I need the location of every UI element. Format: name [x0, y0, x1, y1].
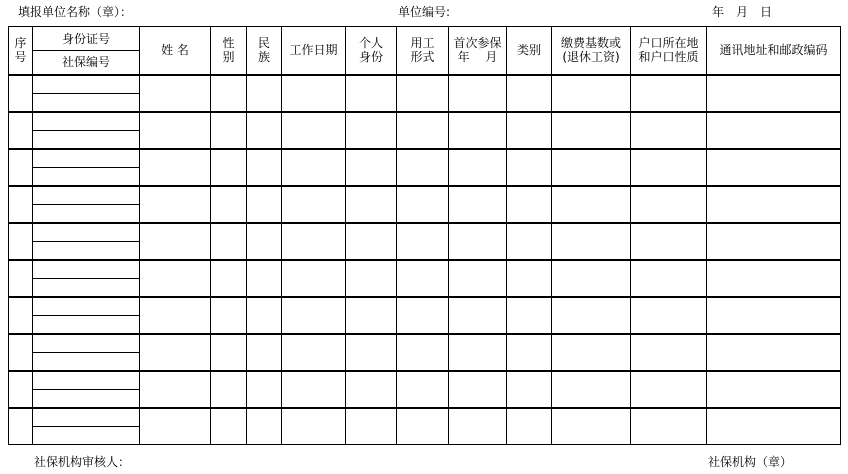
cell-name[interactable] — [140, 112, 211, 149]
cell-id-card[interactable] — [33, 75, 140, 94]
cell-category[interactable] — [507, 371, 552, 408]
cell-category[interactable] — [507, 408, 552, 445]
header-ss-no: 社保编号 — [33, 51, 140, 75]
cell-identity[interactable] — [346, 260, 397, 297]
cell-ss-no[interactable] — [33, 93, 140, 112]
cell-first-insured[interactable] — [449, 334, 507, 371]
unit-number-label: 单位编号: — [398, 5, 451, 19]
cell-household[interactable] — [631, 112, 707, 149]
date-label: 年 月 日 — [712, 5, 773, 19]
cell-address[interactable] — [707, 408, 841, 445]
unit-name-label: 填报单位名称（章）： — [18, 5, 133, 19]
cell-household[interactable] — [631, 260, 707, 297]
cell-ss-no[interactable] — [33, 204, 140, 223]
cell-ss-no[interactable] — [33, 352, 140, 371]
cell-identity[interactable] — [346, 149, 397, 186]
cell-gender[interactable] — [211, 371, 247, 408]
cell-address[interactable] — [707, 112, 841, 149]
cell-gender[interactable] — [211, 112, 247, 149]
table-row — [9, 75, 841, 94]
header-first-insured-line2: 年 月 — [457, 50, 498, 65]
cell-category[interactable] — [507, 75, 552, 112]
cell-id-card[interactable] — [33, 334, 140, 353]
cell-ethnicity[interactable] — [247, 112, 282, 149]
cell-name[interactable] — [140, 297, 211, 334]
header-first-insured — [449, 27, 507, 75]
cell-seq[interactable] — [9, 260, 33, 297]
cell-name[interactable] — [140, 408, 211, 445]
cell-work-date[interactable] — [282, 297, 346, 334]
header-base-line1: 缴费基数或 — [560, 36, 621, 51]
cell-name[interactable] — [140, 186, 211, 223]
cell-ss-no[interactable] — [33, 130, 140, 149]
cell-identity[interactable] — [346, 334, 397, 371]
table-row — [9, 408, 841, 427]
header-gender-line1: 性 — [222, 36, 235, 51]
cell-identity[interactable] — [346, 408, 397, 445]
cell-id-card[interactable] — [33, 112, 140, 131]
cell-first-insured[interactable] — [449, 223, 507, 260]
cell-identity[interactable] — [346, 223, 397, 260]
header-address: 通讯地址和邮政编码 — [707, 27, 841, 75]
cell-first-insured[interactable] — [449, 112, 507, 149]
header-work-date: 工作日期 — [282, 27, 346, 75]
cell-seq[interactable] — [9, 149, 33, 186]
cell-seq[interactable] — [9, 223, 33, 260]
cell-name[interactable] — [140, 223, 211, 260]
cell-name[interactable] — [140, 149, 211, 186]
cell-household[interactable] — [631, 186, 707, 223]
cell-work-date[interactable] — [282, 112, 346, 149]
table-row — [9, 334, 841, 353]
cell-first-insured[interactable] — [449, 408, 507, 445]
cell-first-insured[interactable] — [449, 297, 507, 334]
cell-identity[interactable] — [346, 186, 397, 223]
cell-category[interactable] — [507, 112, 552, 149]
cell-base[interactable] — [552, 112, 631, 149]
cell-gender[interactable] — [211, 149, 247, 186]
cell-household[interactable] — [631, 334, 707, 371]
cell-ethnicity[interactable] — [247, 223, 282, 260]
cell-ss-no[interactable] — [33, 278, 140, 297]
agency-stamp-label: 社保机构（章） — [708, 455, 793, 469]
cell-address[interactable] — [707, 149, 841, 186]
cell-gender[interactable] — [211, 75, 247, 112]
cell-household[interactable] — [631, 149, 707, 186]
cell-work-date[interactable] — [282, 260, 346, 297]
cell-ethnicity[interactable] — [247, 371, 282, 408]
header-household-line1: 户口所在地 — [638, 36, 699, 51]
cell-base[interactable] — [552, 297, 631, 334]
table-row — [9, 223, 841, 242]
header-employment-line1: 用工 — [410, 36, 435, 51]
cell-ethnicity[interactable] — [247, 186, 282, 223]
cell-ethnicity[interactable] — [247, 260, 282, 297]
cell-name[interactable] — [140, 334, 211, 371]
cell-seq[interactable] — [9, 371, 33, 408]
cell-work-date[interactable] — [282, 408, 346, 445]
cell-first-insured[interactable] — [449, 186, 507, 223]
cell-first-insured[interactable] — [449, 371, 507, 408]
insurance-registration-table — [8, 26, 841, 445]
cell-address[interactable] — [707, 260, 841, 297]
cell-work-date[interactable] — [282, 75, 346, 112]
cell-employment[interactable] — [397, 186, 449, 223]
cell-category[interactable] — [507, 260, 552, 297]
header-employment — [397, 27, 449, 75]
cell-household[interactable] — [631, 297, 707, 334]
cell-name[interactable] — [140, 371, 211, 408]
cell-seq[interactable] — [9, 408, 33, 445]
cell-seq[interactable] — [9, 112, 33, 149]
cell-gender[interactable] — [211, 334, 247, 371]
cell-base[interactable] — [552, 223, 631, 260]
cell-base[interactable] — [552, 371, 631, 408]
header-base — [552, 27, 631, 75]
cell-category[interactable] — [507, 149, 552, 186]
cell-ethnicity[interactable] — [247, 334, 282, 371]
cell-work-date[interactable] — [282, 186, 346, 223]
cell-name[interactable] — [140, 75, 211, 112]
header-gender — [211, 27, 247, 75]
cell-ss-no[interactable] — [33, 241, 140, 260]
cell-id-card[interactable] — [33, 223, 140, 242]
cell-first-insured[interactable] — [449, 149, 507, 186]
table-row — [9, 149, 841, 168]
cell-name[interactable] — [140, 260, 211, 297]
cell-employment[interactable] — [397, 149, 449, 186]
cell-ethnicity[interactable] — [247, 297, 282, 334]
header-seq — [9, 27, 33, 75]
cell-address[interactable] — [707, 75, 841, 112]
header-base-line2: (退休工资) — [562, 50, 620, 65]
cell-id-card[interactable] — [33, 408, 140, 427]
cell-category[interactable] — [507, 297, 552, 334]
cell-work-date[interactable] — [282, 223, 346, 260]
cell-ss-no[interactable] — [33, 167, 140, 186]
cell-gender[interactable] — [211, 408, 247, 445]
header-first-insured-line1: 首次参保 — [453, 36, 502, 51]
table-body — [9, 75, 841, 445]
cell-base[interactable] — [552, 260, 631, 297]
cell-base[interactable] — [552, 334, 631, 371]
cell-household[interactable] — [631, 408, 707, 445]
cell-address[interactable] — [707, 186, 841, 223]
cell-identity[interactable] — [346, 371, 397, 408]
cell-category[interactable] — [507, 334, 552, 371]
header-name: 姓 名 — [140, 27, 211, 75]
cell-id-card[interactable] — [33, 371, 140, 390]
header-ethnicity-line1: 民 — [257, 36, 270, 51]
cell-gender[interactable] — [211, 186, 247, 223]
cell-first-insured[interactable] — [449, 260, 507, 297]
cell-work-date[interactable] — [282, 334, 346, 371]
cell-identity[interactable] — [346, 297, 397, 334]
header-seq-line2: 号 — [14, 50, 27, 65]
cell-ss-no[interactable] — [33, 389, 140, 408]
header-identity — [346, 27, 397, 75]
cell-address[interactable] — [707, 334, 841, 371]
table-row — [9, 297, 841, 316]
cell-id-card[interactable] — [33, 149, 140, 168]
cell-household[interactable] — [631, 223, 707, 260]
cell-address[interactable] — [707, 297, 841, 334]
cell-address[interactable] — [707, 223, 841, 260]
cell-identity[interactable] — [346, 112, 397, 149]
table-row — [9, 371, 841, 390]
cell-employment[interactable] — [397, 371, 449, 408]
cell-gender[interactable] — [211, 223, 247, 260]
cell-gender[interactable] — [211, 297, 247, 334]
cell-base[interactable] — [552, 149, 631, 186]
cell-employment[interactable] — [397, 260, 449, 297]
cell-employment[interactable] — [397, 408, 449, 445]
cell-work-date[interactable] — [282, 149, 346, 186]
cell-employment[interactable] — [397, 334, 449, 371]
cell-employment[interactable] — [397, 112, 449, 149]
cell-seq[interactable] — [9, 75, 33, 112]
cell-ethnicity[interactable] — [247, 408, 282, 445]
cell-household[interactable] — [631, 371, 707, 408]
cell-employment[interactable] — [397, 297, 449, 334]
cell-seq[interactable] — [9, 186, 33, 223]
header-identity-line2: 身份 — [358, 50, 383, 65]
header-gender-line2: 别 — [222, 50, 235, 65]
cell-household[interactable] — [631, 75, 707, 112]
cell-ethnicity[interactable] — [247, 149, 282, 186]
header-id-card: 身份证号 — [33, 27, 140, 51]
cell-employment[interactable] — [397, 75, 449, 112]
header-seq-line1: 序 — [14, 36, 27, 51]
cell-id-card[interactable] — [33, 260, 140, 279]
header-identity-line1: 个人 — [358, 36, 383, 51]
table-row — [9, 260, 841, 279]
header-ethnicity-line2: 族 — [257, 50, 270, 65]
cell-identity[interactable] — [346, 75, 397, 112]
cell-seq[interactable] — [9, 334, 33, 371]
cell-work-date[interactable] — [282, 371, 346, 408]
cell-category[interactable] — [507, 223, 552, 260]
header-household — [631, 27, 707, 75]
header-ethnicity — [247, 27, 282, 75]
cell-ethnicity[interactable] — [247, 75, 282, 112]
cell-ss-no[interactable] — [33, 315, 140, 334]
table-row — [9, 186, 841, 205]
cell-id-card[interactable] — [33, 297, 140, 316]
header-employment-line2: 形式 — [410, 50, 435, 65]
cell-ss-no[interactable] — [33, 426, 140, 445]
cell-seq[interactable] — [9, 297, 33, 334]
cell-base[interactable] — [552, 408, 631, 445]
cell-employment[interactable] — [397, 223, 449, 260]
table-row — [9, 112, 841, 131]
cell-address[interactable] — [707, 371, 841, 408]
cell-base[interactable] — [552, 75, 631, 112]
header-category: 类别 — [507, 27, 552, 75]
reviewer-label: 社保机构审核人： — [34, 455, 131, 469]
cell-category[interactable] — [507, 186, 552, 223]
cell-gender[interactable] — [211, 260, 247, 297]
cell-base[interactable] — [552, 186, 631, 223]
header-household-line2: 和户口性质 — [638, 50, 699, 65]
cell-first-insured[interactable] — [449, 75, 507, 112]
cell-id-card[interactable] — [33, 186, 140, 205]
